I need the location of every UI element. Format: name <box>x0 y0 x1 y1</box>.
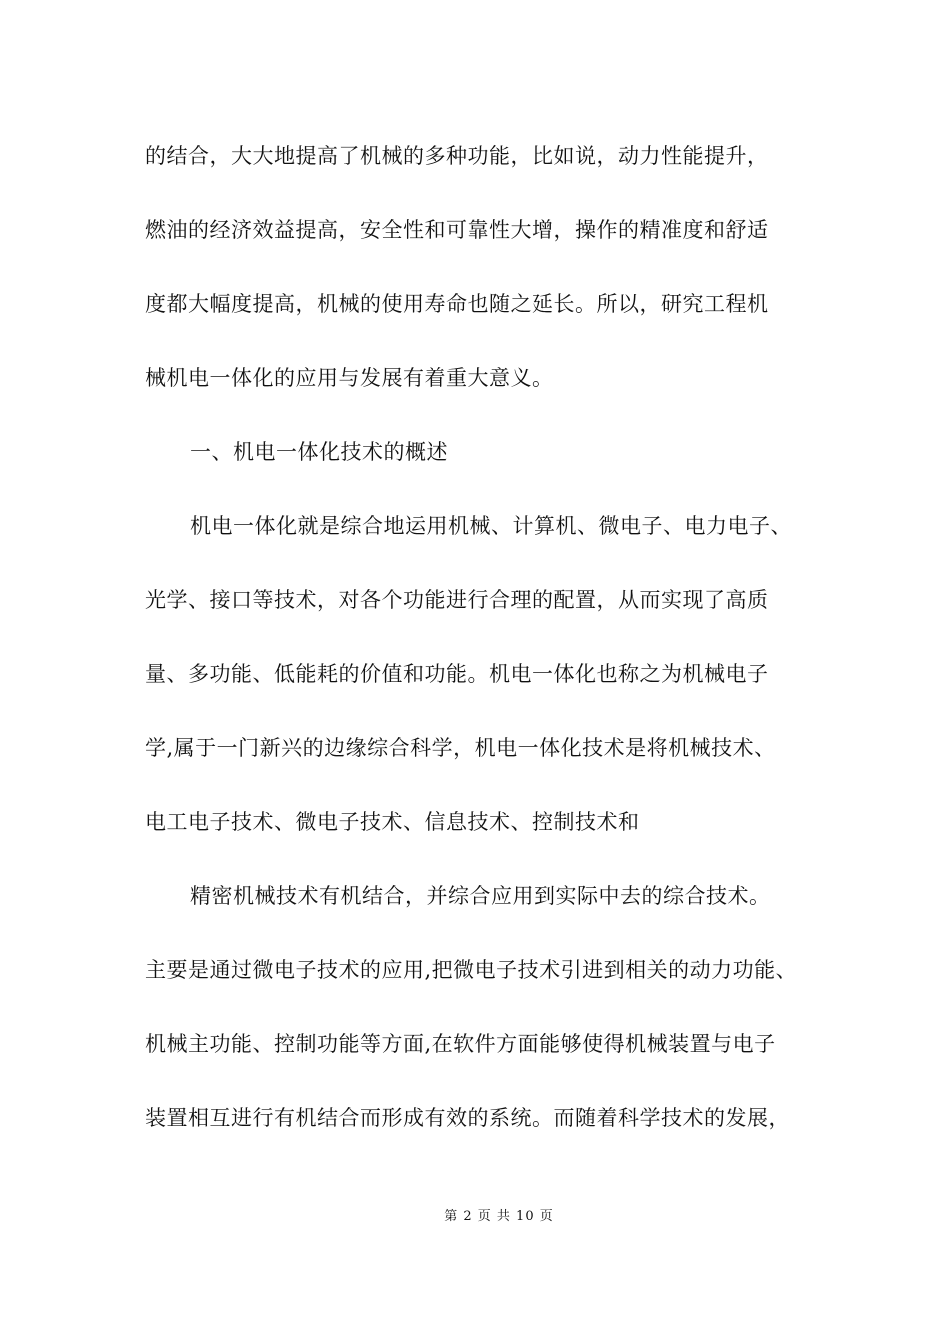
paragraph-line-9: 学,属于一门新兴的边缘综合科学，机电一体化技术是将机械技术、 <box>145 736 776 760</box>
paragraph-line-11: 精密机械技术有机结合，并综合应用到实际中去的综合技术。 <box>190 884 771 908</box>
paragraph-line-10: 电工电子技术、微电子技术、信息技术、控制技术和 <box>145 810 640 834</box>
paragraph-line-2: 燃油的经济效益提高，安全性和可靠性大增，操作的精准度和舒适 <box>145 218 769 242</box>
paragraph-line-4: 械机电一体化的应用与发展有着重大意义。 <box>145 366 554 390</box>
paragraph-line-14: 装置相互进行有机结合而形成有效的系统。而随着科学技术的发展， <box>145 1106 790 1130</box>
paragraph-line-12: 主要是通过微电子技术的应用,把微电子技术引进到相关的动力功能、 <box>145 958 798 982</box>
paragraph-line-3: 度都大幅度提高，机械的使用寿命也随之延长。所以，研究工程机 <box>145 292 769 316</box>
paragraph-line-7: 光学、接口等技术，对各个功能进行合理的配置，从而实现了高质 <box>145 588 769 612</box>
paragraph-line-6: 机电一体化就是综合地运用机械、计算机、微电子、电力电子、 <box>190 514 792 538</box>
paragraph-line-1: 的结合，大大地提高了机械的多种功能，比如说，动力性能提升， <box>145 144 769 168</box>
paragraph-line-8: 量、多功能、低能耗的价值和功能。机电一体化也称之为机械电子 <box>145 662 769 686</box>
section-heading: 一、机电一体化技术的概述 <box>190 440 448 464</box>
page-number-footer: 第 2 页 共 10 页 <box>444 1209 554 1224</box>
paragraph-line-13: 机械主功能、控制功能等方面,在软件方面能够使得机械装置与电子 <box>145 1032 776 1056</box>
